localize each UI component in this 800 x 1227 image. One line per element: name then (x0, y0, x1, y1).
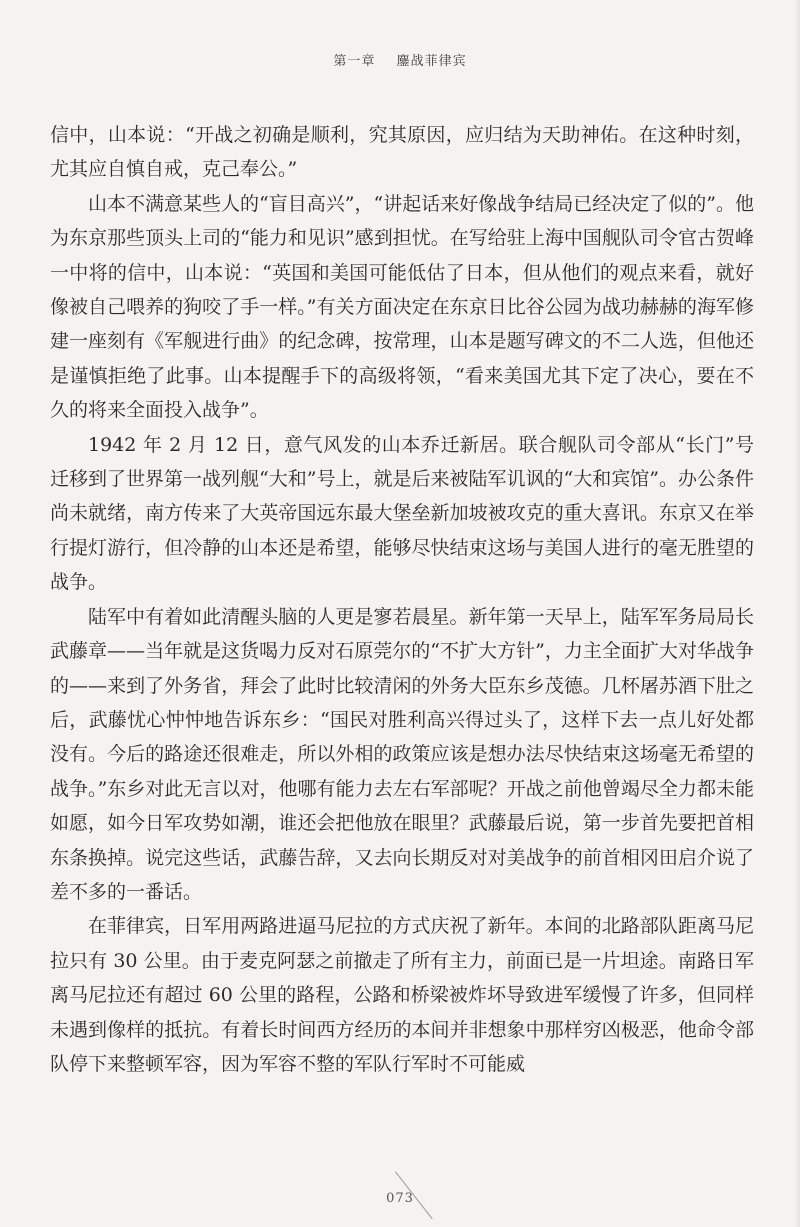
chapter-label: 第一章 (333, 54, 376, 69)
paragraph: 信中，山本说：“开战之初确是顺利，究其原因，应归结为天助神佑。在这种时刻，尤其应自慎自戒，克己奉公。” (50, 124, 754, 181)
page-number: 073 (386, 1191, 414, 1206)
running-header (0, 50, 800, 69)
chapter-title: 鏖战菲律宾 (396, 54, 467, 69)
body-text (50, 118, 754, 1081)
paragraph: 陆军中有着如此清醒头脑的人更是寥若晨星。新年第一天早上，陆军军务局局长武藤章——当年就是这货喝力反对石原莞尔的“不扩大方针”，力主全面扩大对华战争的——来到了外务省，拜会了此时比较清闲的外务大臣东乡茂德。几杯屠苏酒下肚之后，武藤忧心忡忡地告诉东乡：“国民对胜利高兴得过头了，这样下去一点儿好处都没有。今后的路途还很难走，所以外相的政策应该是想办法尽快结束这场毫无希望的战争。”东乡对此无言以对，他哪有能力去左右军部呢？开战之前他曾竭尽全力都未能如愿，如今日军攻势如潮，谁还会把他放在眼里？武藤最后说，第一步首先要把首相东条换掉。说完这些话，武藤告辞，又去向长期反对对美战争的前首相冈田启介说了差不多的一番话。 (50, 605, 754, 903)
paragraph: 山本不满意某些人的“盲目高兴”，“讲起话来好像战争结局已经决定了似的”。他为东京那些顶头上司的“能力和见识”感到担忧。在写给驻上海中国舰队司令官古贺峰一中将的信中，山本说：“英国和美国可能低估了日本，但从他们的观点来看，就好像被自己喂养的狗咬了手一样。”有关方面决定在东京日比谷公园为战功赫赫的海军修建一座刻有《军舰进行曲》的纪念碑，按常理，山本是题写碑文的不二人选，但他还是谨慎拒绝了此事。山本提醒手下的高级将领，“看来美国尤其下定了决心，要在不久的将来全面投入战争”。 (50, 192, 754, 422)
paragraph: 在菲律宾，日军用两路进逼马尼拉的方式庆祝了新年。本间的北路部队距离马尼拉只有 30 公里。由于麦克阿瑟之前撤走了所有主力，前面已是一片坦途。南路日军离马尼拉还有超过 60 公里的路程，公路和桥梁被炸坏导致进军缓慢了许多，但同样未遇到像样的抵抗。有着长时间西方经历的本间并非想象中那样穷凶极恶，他命令部队停下来整顿军容，因为军容不整的军队行军时不可能威 (50, 915, 754, 1075)
paragraph: 1942 年 2 月 12 日，意气风发的山本乔迁新居。联合舰队司令部从“长门”号迁移到了世界第一战列舰“大和”号上，就是后来被陆军讥讽的“大和宾馆”。办公条件尚未就绪，南方传来了大英帝国远东最大堡垒新加坡被攻克的重大喜讯。东京又在举行提灯游行，但冷静的山本还是希望，能够尽快结束这场与美国人进行的毫无胜望的战争。 (50, 433, 754, 594)
page-edge-shadow (794, 0, 800, 1227)
